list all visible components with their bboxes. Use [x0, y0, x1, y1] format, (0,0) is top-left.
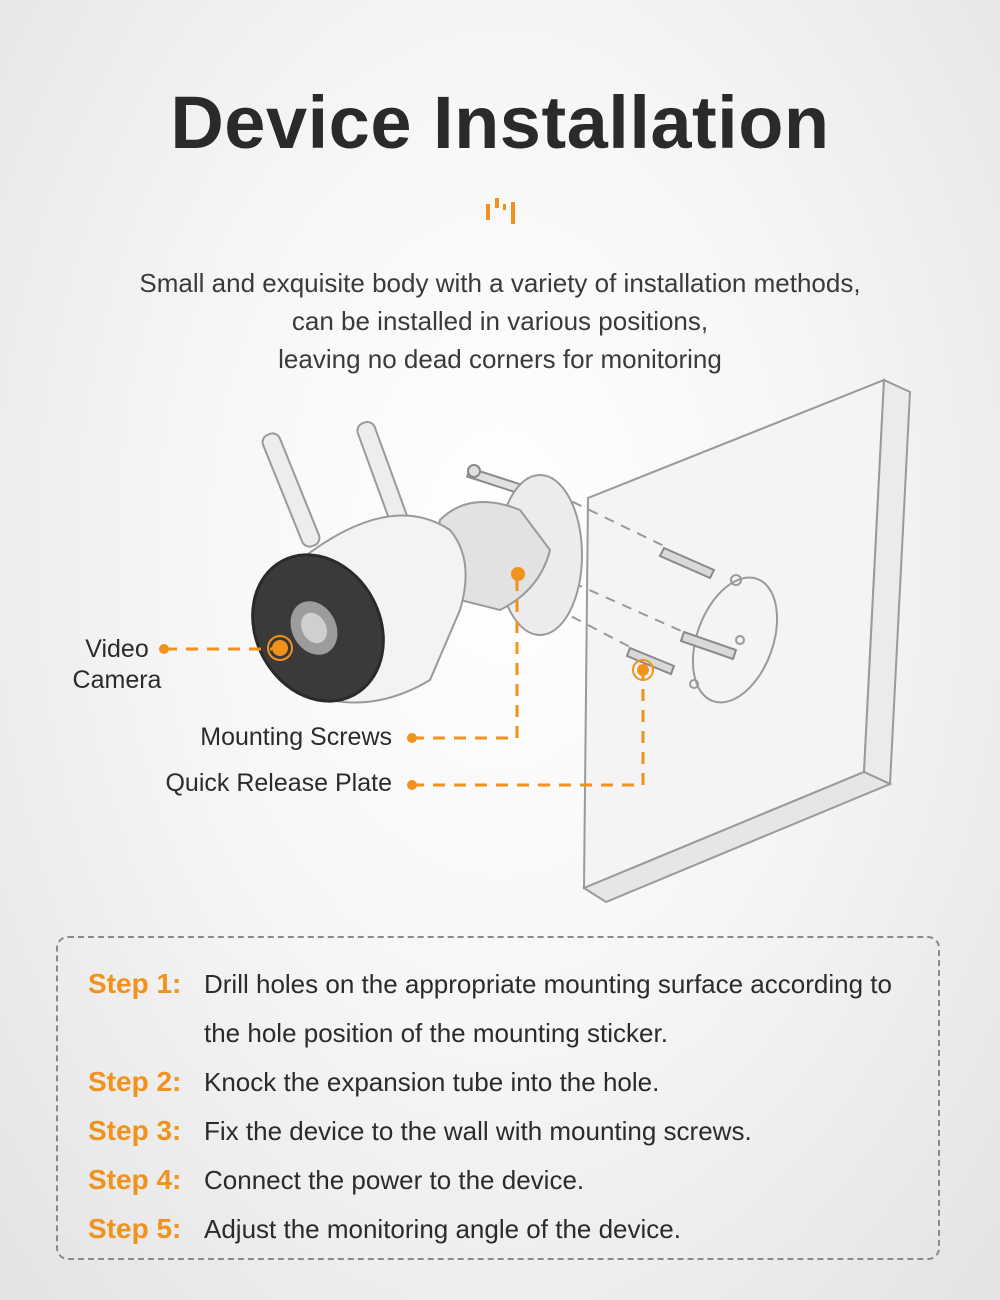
subtitle-line: leaving no dead corners for monitoring — [278, 344, 722, 374]
step-item — [88, 1107, 924, 1156]
callout-mounting-screws: Mounting Screws — [200, 723, 392, 751]
step-item — [88, 1058, 924, 1107]
step-label: Step 5: — [88, 1213, 182, 1244]
step-text: Knock the expansion tube into the hole. — [204, 1067, 660, 1097]
callout-label: Camera — [72, 666, 162, 694]
tally-mark-icon — [486, 198, 516, 228]
step-text: Fix the device to the wall with mounting screws. — [204, 1116, 752, 1146]
callout-quick-release-plate: Quick Release Plate — [165, 769, 392, 797]
callout-video-camera — [62, 634, 172, 696]
subtitle-line: can be installed in various positions, — [291, 306, 709, 336]
step-item — [88, 1156, 924, 1205]
step-label: Step 3: — [88, 1115, 182, 1146]
bullet-camera-illustration — [228, 515, 466, 724]
steps-panel — [56, 936, 940, 1260]
step-item — [88, 960, 924, 1058]
step-text: Drill holes on the appropriate mounting surface according to the hole position of the mounting sticker. — [204, 969, 892, 1048]
subtitle-line: Small and exquisite body with a variety of installation methods, — [139, 268, 861, 298]
step-label: Step 1: — [88, 968, 182, 999]
callout-label: Video — [85, 635, 149, 663]
step-text: Adjust the monitoring angle of the device. — [204, 1214, 681, 1244]
step-text: Connect the power to the device. — [204, 1165, 585, 1195]
step-label: Step 4: — [88, 1164, 182, 1195]
page-title: Device Installation — [170, 81, 830, 164]
wall-panel-illustration — [584, 380, 910, 902]
step-label: Step 2: — [88, 1066, 182, 1097]
step-item — [88, 1205, 924, 1254]
subtitle — [0, 264, 1000, 378]
